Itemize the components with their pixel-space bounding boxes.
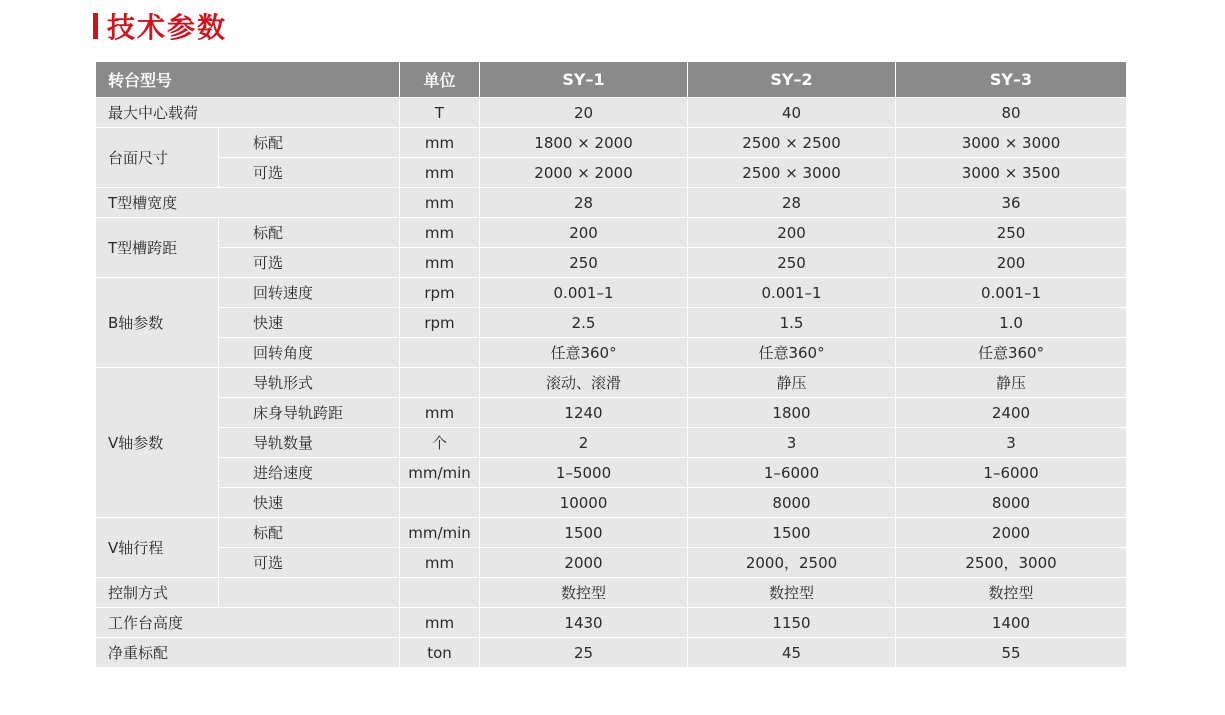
value-cell: 40 [688,98,896,128]
section-title [93,8,227,44]
value-cell: 1430 [480,608,688,638]
table-row [96,218,1127,248]
value-cell: 2000 × 2000 [480,158,688,188]
header-model: 转台型号 [96,62,400,98]
value-cell: 1800 × 2000 [480,128,688,158]
value-cell: 8000 [688,488,896,518]
header-unit: 单位 [400,62,480,98]
row-label: 控制方式 [96,578,219,608]
value-cell: 1–5000 [480,458,688,488]
sub-label: 导轨数量 [219,428,400,458]
table-row [96,158,1127,188]
unit-cell: mm [400,188,480,218]
unit-cell: mm [400,548,480,578]
value-cell: 任意360° [896,338,1127,368]
unit-cell: mm/min [400,518,480,548]
header-model-1: SY–1 [480,62,688,98]
unit-cell: mm [400,608,480,638]
value-cell: 28 [688,188,896,218]
page-title: 技术参数 [107,11,228,44]
sub-label: 快速 [219,488,400,518]
table-row [96,638,1127,668]
unit-cell [400,578,480,608]
sub-label: 快速 [219,308,400,338]
unit-cell [400,488,480,518]
value-cell: 200 [688,218,896,248]
sub-label: 标配 [219,518,400,548]
value-cell: 3 [688,428,896,458]
table-row [96,188,1127,218]
value-cell: 任意360° [480,338,688,368]
value-cell: 2400 [896,398,1127,428]
title-accent-bar [93,13,98,39]
table-row [96,278,1127,308]
unit-cell: ton [400,638,480,668]
table-row [96,308,1127,338]
table-row [96,98,1127,128]
value-cell: 0.001–1 [480,278,688,308]
unit-cell: mm [400,128,480,158]
value-cell: 1.5 [688,308,896,338]
empty-cell [219,578,400,608]
value-cell: 2000 [480,548,688,578]
value-cell: 250 [896,218,1127,248]
value-cell: 8000 [896,488,1127,518]
value-cell: 250 [688,248,896,278]
value-cell: 0.001–1 [688,278,896,308]
row-label: 净重标配 [96,638,400,668]
value-cell: 静压 [896,368,1127,398]
value-cell: 数控型 [480,578,688,608]
value-cell: 静压 [688,368,896,398]
value-cell: 2000，2500 [688,548,896,578]
sub-label: 可选 [219,248,400,278]
value-cell: 28 [480,188,688,218]
value-cell: 1240 [480,398,688,428]
unit-cell: T [400,98,480,128]
value-cell: 滚动、滚滑 [480,368,688,398]
value-cell: 55 [896,638,1127,668]
unit-cell: mm [400,398,480,428]
unit-cell: 个 [400,428,480,458]
table-row [96,428,1127,458]
value-cell: 10000 [480,488,688,518]
unit-cell: mm [400,218,480,248]
unit-cell [400,368,480,398]
group-label: V轴参数 [96,368,219,518]
table-row [96,488,1127,518]
header-row [96,62,1127,98]
header-model-3: SY–3 [896,62,1127,98]
header-model-2: SY–2 [688,62,896,98]
value-cell: 3000 × 3500 [896,158,1127,188]
value-cell: 250 [480,248,688,278]
value-cell: 2500，3000 [896,548,1127,578]
table-row [96,398,1127,428]
group-label: B轴参数 [96,278,219,368]
value-cell: 200 [480,218,688,248]
value-cell: 1–6000 [896,458,1127,488]
value-cell: 数控型 [688,578,896,608]
table-row [96,338,1127,368]
row-label: T型槽宽度 [96,188,400,218]
table-row [96,518,1127,548]
sub-label: 可选 [219,548,400,578]
table-row [96,458,1127,488]
value-cell: 2.5 [480,308,688,338]
value-cell: 2000 [896,518,1127,548]
sub-label: 标配 [219,128,400,158]
table-row [96,368,1127,398]
value-cell: 1800 [688,398,896,428]
value-cell: 1–6000 [688,458,896,488]
unit-cell: mm/min [400,458,480,488]
sub-label: 床身导轨跨距 [219,398,400,428]
sub-label: 标配 [219,218,400,248]
table-row [96,578,1127,608]
value-cell: 1500 [480,518,688,548]
table-row [96,128,1127,158]
value-cell: 25 [480,638,688,668]
value-cell: 200 [896,248,1127,278]
value-cell: 0.001–1 [896,278,1127,308]
value-cell: 3 [896,428,1127,458]
unit-cell: rpm [400,308,480,338]
value-cell: 1.0 [896,308,1127,338]
value-cell: 45 [688,638,896,668]
table-row [96,608,1127,638]
value-cell: 2 [480,428,688,458]
group-label: T型槽跨距 [96,218,219,278]
sub-label: 进给速度 [219,458,400,488]
sub-label: 回转速度 [219,278,400,308]
value-cell: 1400 [896,608,1127,638]
value-cell: 20 [480,98,688,128]
value-cell: 1150 [688,608,896,638]
value-cell: 数控型 [896,578,1127,608]
value-cell: 2500 × 3000 [688,158,896,188]
value-cell: 任意360° [688,338,896,368]
value-cell: 1500 [688,518,896,548]
sub-label: 导轨形式 [219,368,400,398]
unit-cell: rpm [400,278,480,308]
value-cell: 3000 × 3000 [896,128,1127,158]
row-label: 工作台高度 [96,608,400,638]
value-cell: 36 [896,188,1127,218]
sub-label: 可选 [219,158,400,188]
table-row [96,248,1127,278]
group-label: 台面尺寸 [96,128,219,188]
sub-label: 回转角度 [219,338,400,368]
value-cell: 80 [896,98,1127,128]
unit-cell: mm [400,158,480,188]
value-cell: 2500 × 2500 [688,128,896,158]
table-row [96,548,1127,578]
row-label: 最大中心载荷 [96,98,400,128]
unit-cell: mm [400,248,480,278]
spec-table [95,61,1127,668]
unit-cell [400,338,480,368]
group-label: V轴行程 [96,518,219,578]
